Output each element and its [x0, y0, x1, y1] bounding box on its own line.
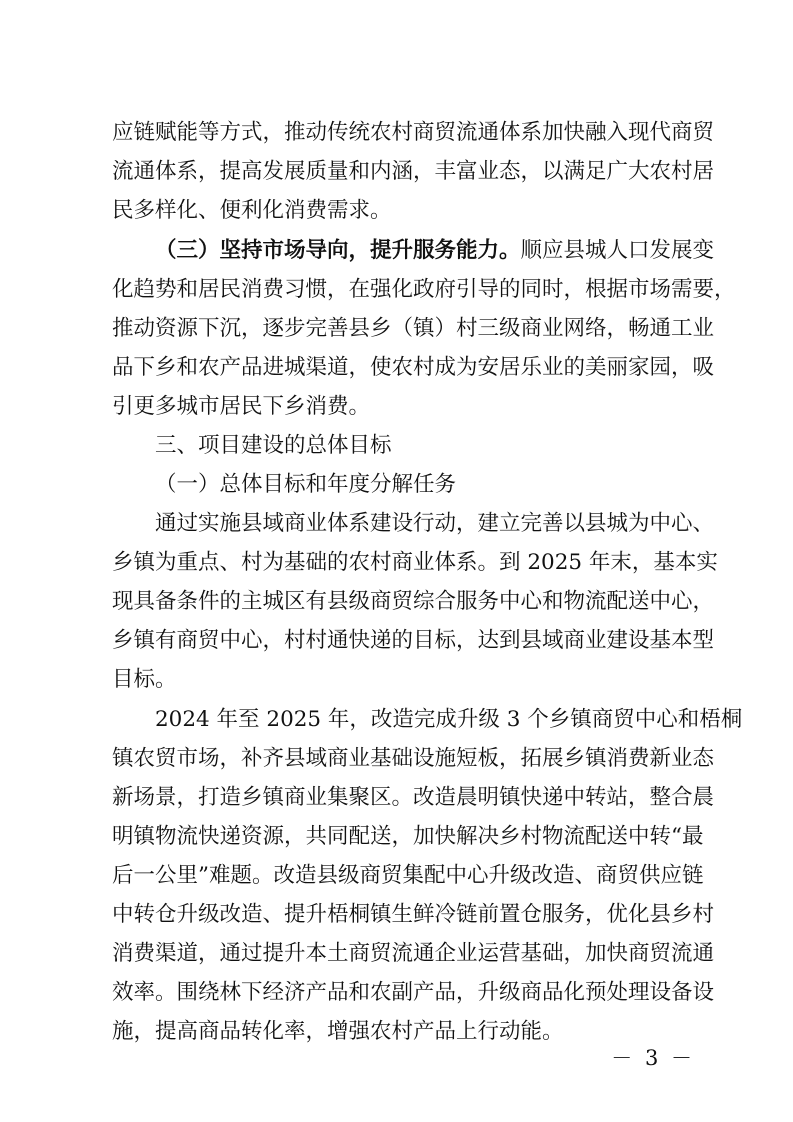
paragraph-line: 后一公里”难题。改造县级商贸集配中心升级改造、商贸供应链	[112, 863, 704, 888]
paragraph-line: 化趋势和居民消费习惯，在强化政府引导的同时，根据市场需要，	[112, 277, 736, 302]
subsection-heading: （一）总体目标和年度分解任务	[155, 472, 457, 497]
paragraph-line: 消费渠道，通过提升本土商贸流通企业运营基础，加快商贸流通	[112, 941, 715, 966]
paragraph-line: 引更多城市居民下乡消费。	[112, 394, 371, 419]
paragraph-line: 效率。围绕林下经济产品和农副产品，升级商品化预处理设备设	[112, 980, 715, 1005]
paragraph-line: 推动资源下沉，逐步完善县乡（镇）村三级商业网络，畅通工业	[112, 316, 715, 341]
paragraph-line: 流通体系，提高发展质量和内涵，丰富业态，以满足广大农村居	[112, 159, 715, 184]
paragraph-line: 乡镇为重点、村为基础的农村商业体系。到 2025 年末，基本实	[112, 550, 718, 575]
paragraph-line: 应链赋能等方式，推动传统农村商贸流通体系加快融入现代商贸	[112, 120, 715, 145]
paragraph-line: 民多样化、便利化消费需求。	[112, 198, 392, 223]
paragraph-line: 目标。	[112, 667, 177, 692]
paragraph-line: 施，提高商品转化率，增强农村产品上行动能。	[112, 1019, 564, 1044]
paragraph-line: 现具备条件的主城区有县级商贸综合服务中心和物流配送中心，	[112, 589, 715, 614]
principle-three-heading: （三）坚持市场导向，提升服务能力。	[155, 238, 521, 263]
paragraph-line: 2024 年至 2025 年，改造完成升级 3 个乡镇商贸中心和梧桐	[155, 707, 743, 732]
paragraph-line: 镇农贸市场，补齐县域商业基础设施短板，拓展乡镇消费新业态	[112, 746, 715, 771]
paragraph-line: 品下乡和农产品进城渠道，使农村成为安居乐业的美丽家园，吸	[112, 355, 715, 380]
principle-three-text: 顺应县城人口发展变	[520, 238, 715, 263]
paragraph-line: 新场景，打造乡镇商业集聚区。改造晨明镇快递中转站，整合晨	[112, 785, 715, 810]
paragraph-line: 乡镇有商贸中心，村村通快递的目标，达到县域商业建设基本型	[112, 628, 715, 653]
section-heading: 三、项目建设的总体目标	[155, 433, 392, 458]
paragraph-line: 中转仓升级改造、提升梧桐镇生鲜冷链前置仓服务，优化县乡村	[112, 902, 715, 927]
paragraph-line: 通过实施县域商业体系建设行动，建立完善以县城为中心、	[155, 511, 715, 536]
principle-three-line	[155, 236, 715, 266]
page-number: － 3 －	[611, 1046, 695, 1070]
paragraph-line: 明镇物流快递资源，共同配送，加快解决乡村物流配送中转“最	[112, 824, 704, 849]
